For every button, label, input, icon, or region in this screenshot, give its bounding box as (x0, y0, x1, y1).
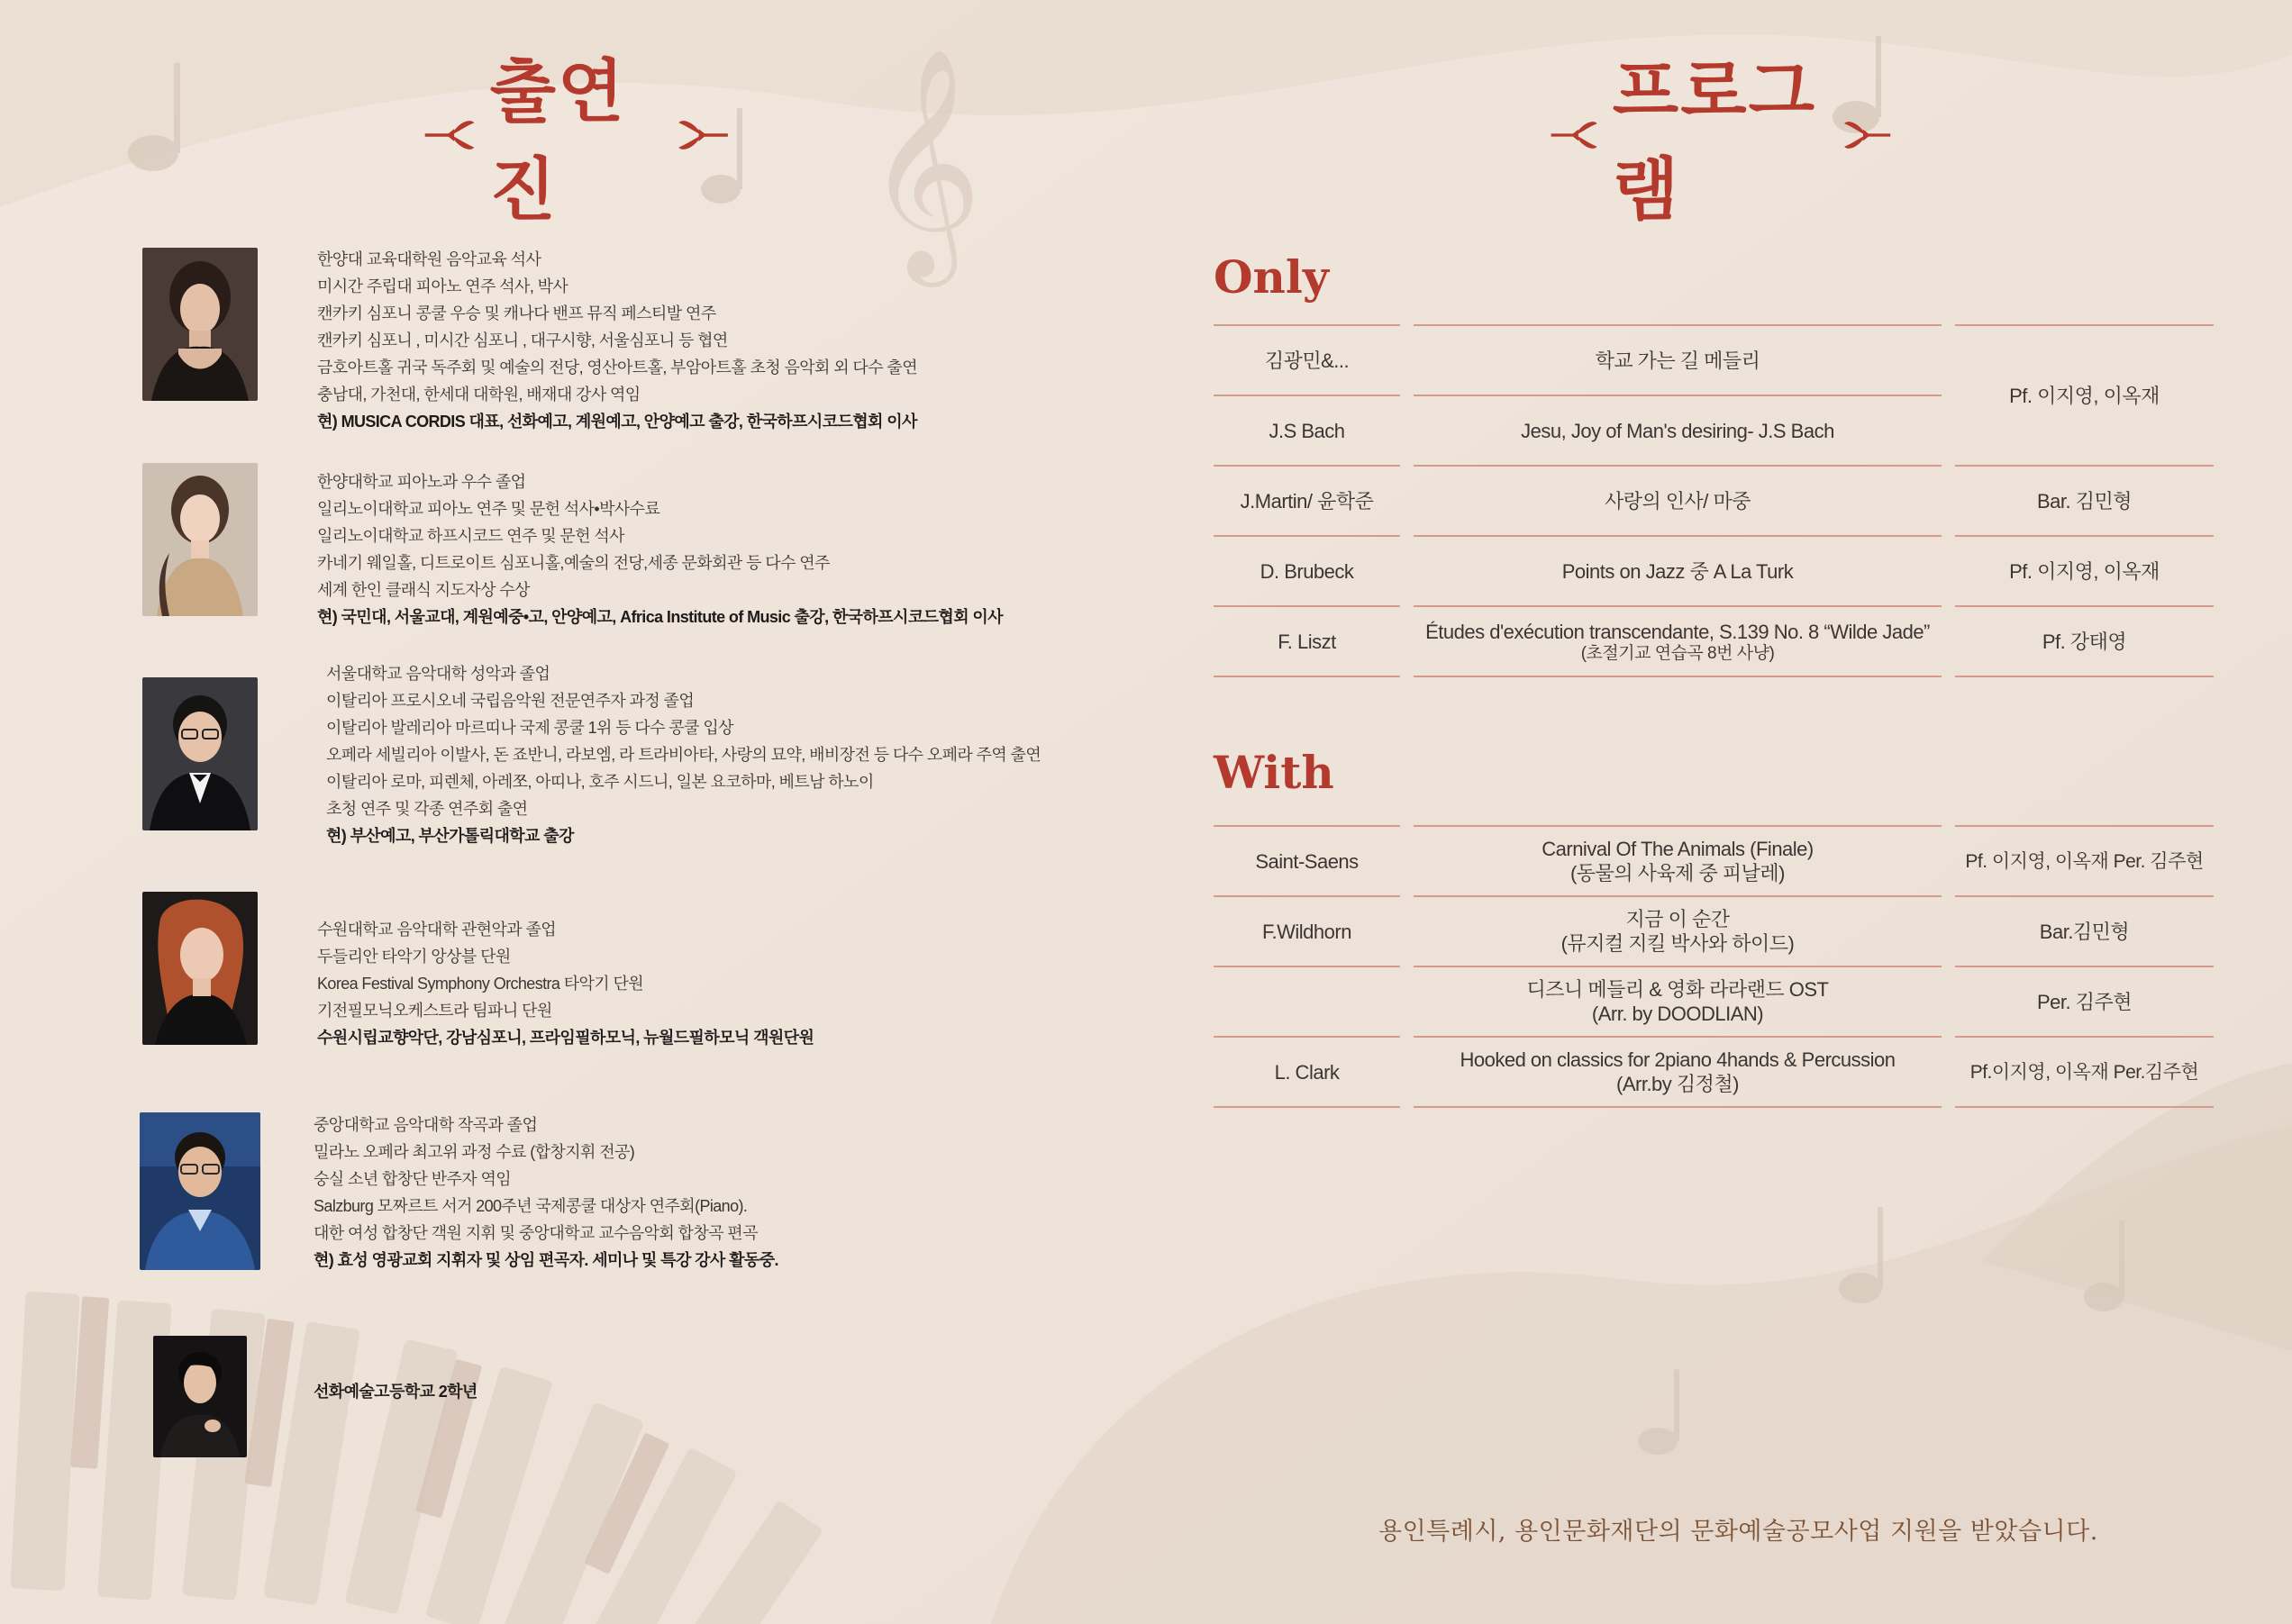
ornament-left-icon (423, 108, 478, 162)
piece-title: 학교 가는 길 메들리 (1595, 349, 1760, 372)
section-with-label: With (1214, 746, 1334, 799)
bio-line: 두들리안 타악기 앙상블 단원 (317, 948, 511, 966)
piece-cell (1414, 325, 1942, 395)
bio-line: 캔카키 심포니 , 미시간 심포니 , 대구시향, 서울심포니 등 협연 (317, 331, 728, 349)
svg-text:𝄞: 𝄞 (865, 46, 983, 277)
composer-cell: J.S Bach (1269, 419, 1345, 442)
performer-bio (326, 660, 1041, 849)
program-row (1214, 606, 2214, 676)
piece-title: Études d'exécution transcendante, S.139 No. 8 “Wilde Jade” (1425, 620, 1930, 643)
performers-title: 출연진 (489, 51, 626, 230)
bio-line: 중앙대학교 음악대학 작곡과 졸업 (314, 1116, 538, 1134)
performer-cell: Pf.이지영, 이옥재 Per.김주현 (1969, 1061, 2199, 1083)
ornament-left-icon (1550, 108, 1600, 162)
sponsor-notice: 용인특례시, 용인문화재단의 문화예술공모사업 지원을 받았습니다. (1378, 1518, 2098, 1546)
performer-photo (140, 1112, 260, 1270)
bio-line: 선화예술고등학교 2학년 (314, 1383, 478, 1401)
performer-photo (142, 248, 258, 401)
bio-current-position: 현) 부산예고, 부산가톨릭대학교 출강 (326, 827, 574, 845)
bio-current-position: 수원시립교향악단, 강남심포니, 프라임필하모닉, 뉴월드필하모닉 객원단원 (317, 1029, 814, 1047)
piece-title: Jesu, Joy of Man's desiring- J.S Bach (1521, 419, 1834, 442)
performer-bio (314, 1111, 778, 1274)
bio-line: 이탈리아 로마, 피렌체, 아레쪼, 아띠나, 호주 시드니, 일본 요코하마, 베트남 하노이 (326, 773, 874, 791)
bio-line: 일리노이대학교 하프시코드 연주 및 문헌 석사 (317, 527, 624, 545)
bio-line: 세계 한인 클래식 지도자상 수상 (317, 581, 530, 599)
bio-line: 충남대, 가천대, 한세대 대학원, 배재대 강사 역임 (317, 386, 641, 404)
bio-line: 초청 연주 및 각종 연주회 출연 (326, 800, 528, 818)
performer-photo (153, 1336, 247, 1457)
ornament-right-icon (676, 108, 730, 162)
bio-line: 캔카키 심포니 콩쿨 우승 및 캐나다 밴프 뮤직 페스티발 연주 (317, 304, 716, 322)
piece-cell (1414, 1037, 1942, 1107)
bio-current-position: 현) 효성 영광교회 지휘자 및 상임 편곡자. 세미나 및 특강 강사 활동중. (314, 1251, 778, 1269)
bio-line: 카네기 웨일홀, 디트로이트 심포니홀,예술의 전당,세종 문화회관 등 다수 연주 (317, 554, 830, 572)
composer-cell: F. Liszt (1278, 630, 1336, 653)
performers-heading (423, 51, 730, 230)
piece-subtitle: (Arr.by 김정철) (1616, 1073, 1739, 1095)
bio-line: 일리노이대학교 피아노 연주 및 문헌 석사•박사수료 (317, 500, 660, 518)
program-row (1214, 826, 2214, 896)
composer-cell: Saint-Saens (1255, 849, 1359, 873)
bio-line: 수원대학교 음악대학 관현악과 졸업 (317, 921, 557, 939)
piece-cell (1414, 896, 1942, 966)
program-row (1214, 1037, 2214, 1107)
bio-line: 기전필모닉오케스트라 팀파니 단원 (317, 1002, 552, 1020)
bio-line: 한양대 교육대학원 음악교육 석사 (317, 250, 541, 268)
performer-cell: Pf. 이지영, 이옥재 Per. 김주현 (1965, 850, 2204, 872)
piece-title: Carnival Of The Animals (Finale) (1542, 838, 1814, 860)
performer-bio (317, 246, 917, 435)
piece-title: 디즈니 메들리 & 영화 라라랜드 OST (1526, 978, 1829, 1001)
program-row (1214, 966, 2214, 1037)
performer-cell: Bar. 김민형 (2036, 489, 2132, 513)
performer-cell: Per. 김주현 (2036, 990, 2132, 1013)
performer-cell: Bar.김민형 (2039, 920, 2130, 943)
composer-cell: L. Clark (1274, 1060, 1340, 1084)
piece-cell (1414, 826, 1942, 896)
composer-cell (1214, 966, 1400, 1037)
piece-subtitle: (Arr. by DOODLIAN) (1591, 1003, 1764, 1025)
program-row (1214, 536, 2214, 606)
performer-bio (317, 468, 1003, 631)
bio-line: 대한 여성 합창단 객원 지휘 및 중앙대학교 교수음악회 합창곡 편곡 (314, 1224, 758, 1242)
piece-cell (1414, 606, 1942, 676)
program-title: 프로그램 (1612, 51, 1817, 230)
bio-line: Salzburg 모짜르트 서거 200주년 국제콩쿨 대상자 연주회(Piano). (314, 1197, 748, 1215)
piece-subtitle: (초절기교 연습곡 8번 사냥) (1580, 643, 1775, 663)
piece-title: Points on Jazz 중 A La Turk (1561, 559, 1794, 583)
piece-subtitle: (뮤지컬 지킬 박사와 하이드) (1560, 932, 1795, 955)
bio-current-position: 현) MUSICA CORDIS 대표, 선화예고, 계원예고, 안양예고 출강, 한국하프시코드협회 이사 (317, 413, 917, 431)
bio-line: 숭실 소년 합창단 반주자 역임 (314, 1170, 512, 1188)
bio-line: Korea Festival Symphony Orchestra 타악기 단원 (317, 975, 644, 993)
performer-cell: Pf. 이지영, 이옥재 (2009, 559, 2160, 583)
piece-cell (1414, 966, 1942, 1037)
ornament-right-icon (1842, 108, 1892, 162)
piece-title: 지금 이 순간 (1625, 908, 1730, 930)
piece-cell (1414, 395, 1942, 466)
piece-subtitle: (동물의 사육제 중 피날레) (1569, 862, 1785, 885)
piece-cell (1414, 536, 1942, 606)
bio-line: 이탈리아 발레리아 마르띠나 국제 콩쿨 1위 등 다수 콩쿨 입상 (326, 719, 733, 737)
program-row (1214, 466, 2214, 536)
composer-cell: 김광민&... (1264, 349, 1350, 372)
bio-line: 미시간 주립대 피아노 연주 석사, 박사 (317, 277, 568, 295)
bio-line: 금호아트홀 귀국 독주회 및 예술의 전당, 영산아트홀, 부암아트홀 초청 음악회 외 다수 출연 (317, 358, 917, 377)
bio-line: 밀라노 오페라 최고위 과정 수료 (합창지휘 전공) (314, 1143, 635, 1161)
bio-current-position: 현) 국민대, 서울교대, 계원예중•고, 안양예고, Africa Institute of Music 출강, 한국하프시코드협회 이사 (317, 608, 1003, 626)
piece-title: Hooked on classics for 2piano 4hands & Percussion (1460, 1048, 1896, 1071)
piece-title: 사랑의 인사/ 마중 (1604, 489, 1751, 513)
composer-cell: F.Wildhorn (1262, 920, 1351, 943)
composer-cell: D. Brubeck (1260, 559, 1354, 583)
performer-bio (317, 916, 814, 1051)
bio-line: 서울대학교 음악대학 성악과 졸업 (326, 665, 550, 683)
performer-bio (314, 1378, 478, 1405)
composer-cell: J.Martin/ 윤학준 (1240, 489, 1374, 513)
bio-line: 오페라 세빌리아 이발사, 돈 죠반니, 라보엠, 라 트라비아타, 사랑의 묘약, 배비장전 등 다수 오페라 주역 출연 (326, 746, 1041, 764)
performer-photo (142, 463, 258, 616)
bio-line: 한양대학교 피아노과 우수 졸업 (317, 473, 526, 491)
program-heading (1550, 51, 1892, 230)
program-row (1214, 896, 2214, 966)
performer-photo (142, 677, 258, 830)
piece-cell (1414, 466, 1942, 536)
section-only-label: Only (1214, 250, 1329, 304)
performer-photo (142, 892, 258, 1045)
performer-cell: Pf. 강태영 (2042, 630, 2127, 653)
performer-cell: Pf. 이지영, 이옥재 (2009, 384, 2160, 407)
bio-line: 이탈리아 프로시오네 국립음악원 전문연주자 과정 졸업 (326, 692, 695, 710)
